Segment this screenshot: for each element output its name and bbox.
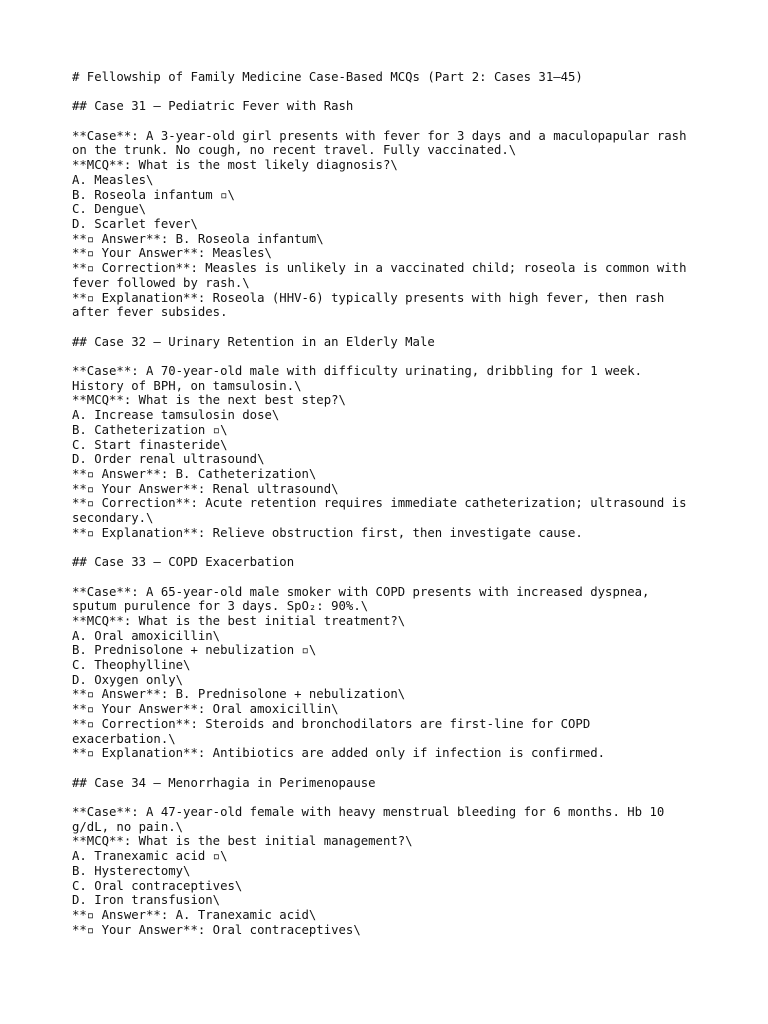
option-d: D. Iron transfusion\ <box>72 893 221 908</box>
document-title: # Fellowship of Family Medicine Case-Based MCQs (Part 2: Cases 31–45) <box>72 70 583 84</box>
explanation-line: **▫ Explanation**: Relieve obstruction first, then investigate cause. <box>72 525 583 540</box>
document-body <box>72 70 712 937</box>
your-answer-line: **▫ Your Answer**: Oral contraceptives\ <box>72 922 361 937</box>
option-b: B. Hysterectomy\ <box>72 863 191 878</box>
case-text-line: History of BPH, on tamsulosin.\ <box>72 378 302 393</box>
case-text-line: **Case**: A 47-year-old female with heavy menstrual bleeding for 6 months. Hb 10 <box>72 805 665 820</box>
option-d: D. Oxygen only\ <box>72 672 184 687</box>
correction-line: fever followed by rash.\ <box>72 275 250 290</box>
mcq-question: **MCQ**: What is the best initial management?\ <box>72 834 413 849</box>
case-section <box>72 335 712 541</box>
case-heading: ## Case 33 – COPD Exacerbation <box>72 555 295 570</box>
spacer <box>72 114 712 129</box>
case-section <box>72 776 712 938</box>
correction-line: **▫ Correction**: Steroids and bronchodilators are first-line for COPD <box>72 716 591 731</box>
answer-line: **▫ Answer**: B. Prednisolone + nebulization\ <box>72 687 406 702</box>
case-text-line: **Case**: A 3-year-old girl presents with fever for 3 days and a maculopapular rash <box>72 128 687 143</box>
mcq-question: **MCQ**: What is the next best step?\ <box>72 393 346 408</box>
case-heading: ## Case 32 – Urinary Retention in an Elderly Male <box>72 334 435 349</box>
spacer <box>72 761 712 776</box>
option-a: A. Oral amoxicillin\ <box>72 628 221 643</box>
mcq-question: **MCQ**: What is the best initial treatment?\ <box>72 613 406 628</box>
case-text-line: **Case**: A 70-year-old male with difficulty urinating, dribbling for 1 week. <box>72 364 643 378</box>
case-text-line: **Case**: A 65-year-old male smoker with COPD presents with increased dyspnea, <box>72 584 650 599</box>
your-answer-line: **▫ Your Answer**: Oral amoxicillin\ <box>72 702 339 717</box>
spacer <box>72 85 712 100</box>
option-b: B. Catheterization ▫\ <box>72 422 228 437</box>
case-section <box>72 555 712 761</box>
option-c: C. Start finasteride\ <box>72 437 228 452</box>
option-b: B. Prednisolone + nebulization ▫\ <box>72 643 317 658</box>
case-heading: ## Case 34 – Menorrhagia in Perimenopause <box>72 775 376 790</box>
correction-line: exacerbation.\ <box>72 731 176 746</box>
case-text-line: g/dL, no pain.\ <box>72 819 184 834</box>
option-a: A. Increase tamsulosin dose\ <box>72 408 280 423</box>
your-answer-line: **▫ Your Answer**: Renal ultrasound\ <box>72 481 339 496</box>
case-text-line: sputum purulence for 3 days. SpO₂: 90%.\ <box>72 599 369 614</box>
option-a: A. Measles\ <box>72 172 154 187</box>
correction-line: **▫ Correction**: Measles is unlikely in a vaccinated child; roseola is common with <box>72 261 687 276</box>
option-c: C. Dengue\ <box>72 202 147 217</box>
spacer <box>72 570 712 585</box>
case-heading: ## Case 31 – Pediatric Fever with Rash <box>72 99 354 114</box>
answer-line: **▫ Answer**: B. Catheterization\ <box>72 466 317 481</box>
option-d: D. Order renal ultrasound\ <box>72 452 265 467</box>
case-section <box>72 99 712 320</box>
option-c: C. Theophylline\ <box>72 658 191 673</box>
option-a: A. Tranexamic acid ▫\ <box>72 849 228 864</box>
mcq-question: **MCQ**: What is the most likely diagnosis?\ <box>72 158 398 173</box>
option-b: B. Roseola infantum ▫\ <box>72 187 235 202</box>
option-c: C. Oral contraceptives\ <box>72 878 243 893</box>
correction-line: secondary.\ <box>72 511 154 526</box>
case-text-line: on the trunk. No cough, no recent travel. Fully vaccinated.\ <box>72 143 517 158</box>
explanation-line: **▫ Explanation**: Antibiotics are added only if infection is confirmed. <box>72 746 606 761</box>
correction-line: **▫ Correction**: Acute retention requires immediate catheterization; ultrasound is <box>72 496 687 511</box>
your-answer-line: **▫ Your Answer**: Measles\ <box>72 246 272 261</box>
spacer <box>72 790 712 805</box>
answer-line: **▫ Answer**: A. Tranexamic acid\ <box>72 907 317 922</box>
explanation-line: after fever subsides. <box>72 305 228 320</box>
spacer <box>72 349 712 364</box>
spacer <box>72 540 712 555</box>
spacer <box>72 320 712 335</box>
answer-line: **▫ Answer**: B. Roseola infantum\ <box>72 231 324 246</box>
option-d: D. Scarlet fever\ <box>72 217 198 231</box>
explanation-line: **▫ Explanation**: Roseola (HHV-6) typically presents with high fever, then rash <box>72 290 665 305</box>
